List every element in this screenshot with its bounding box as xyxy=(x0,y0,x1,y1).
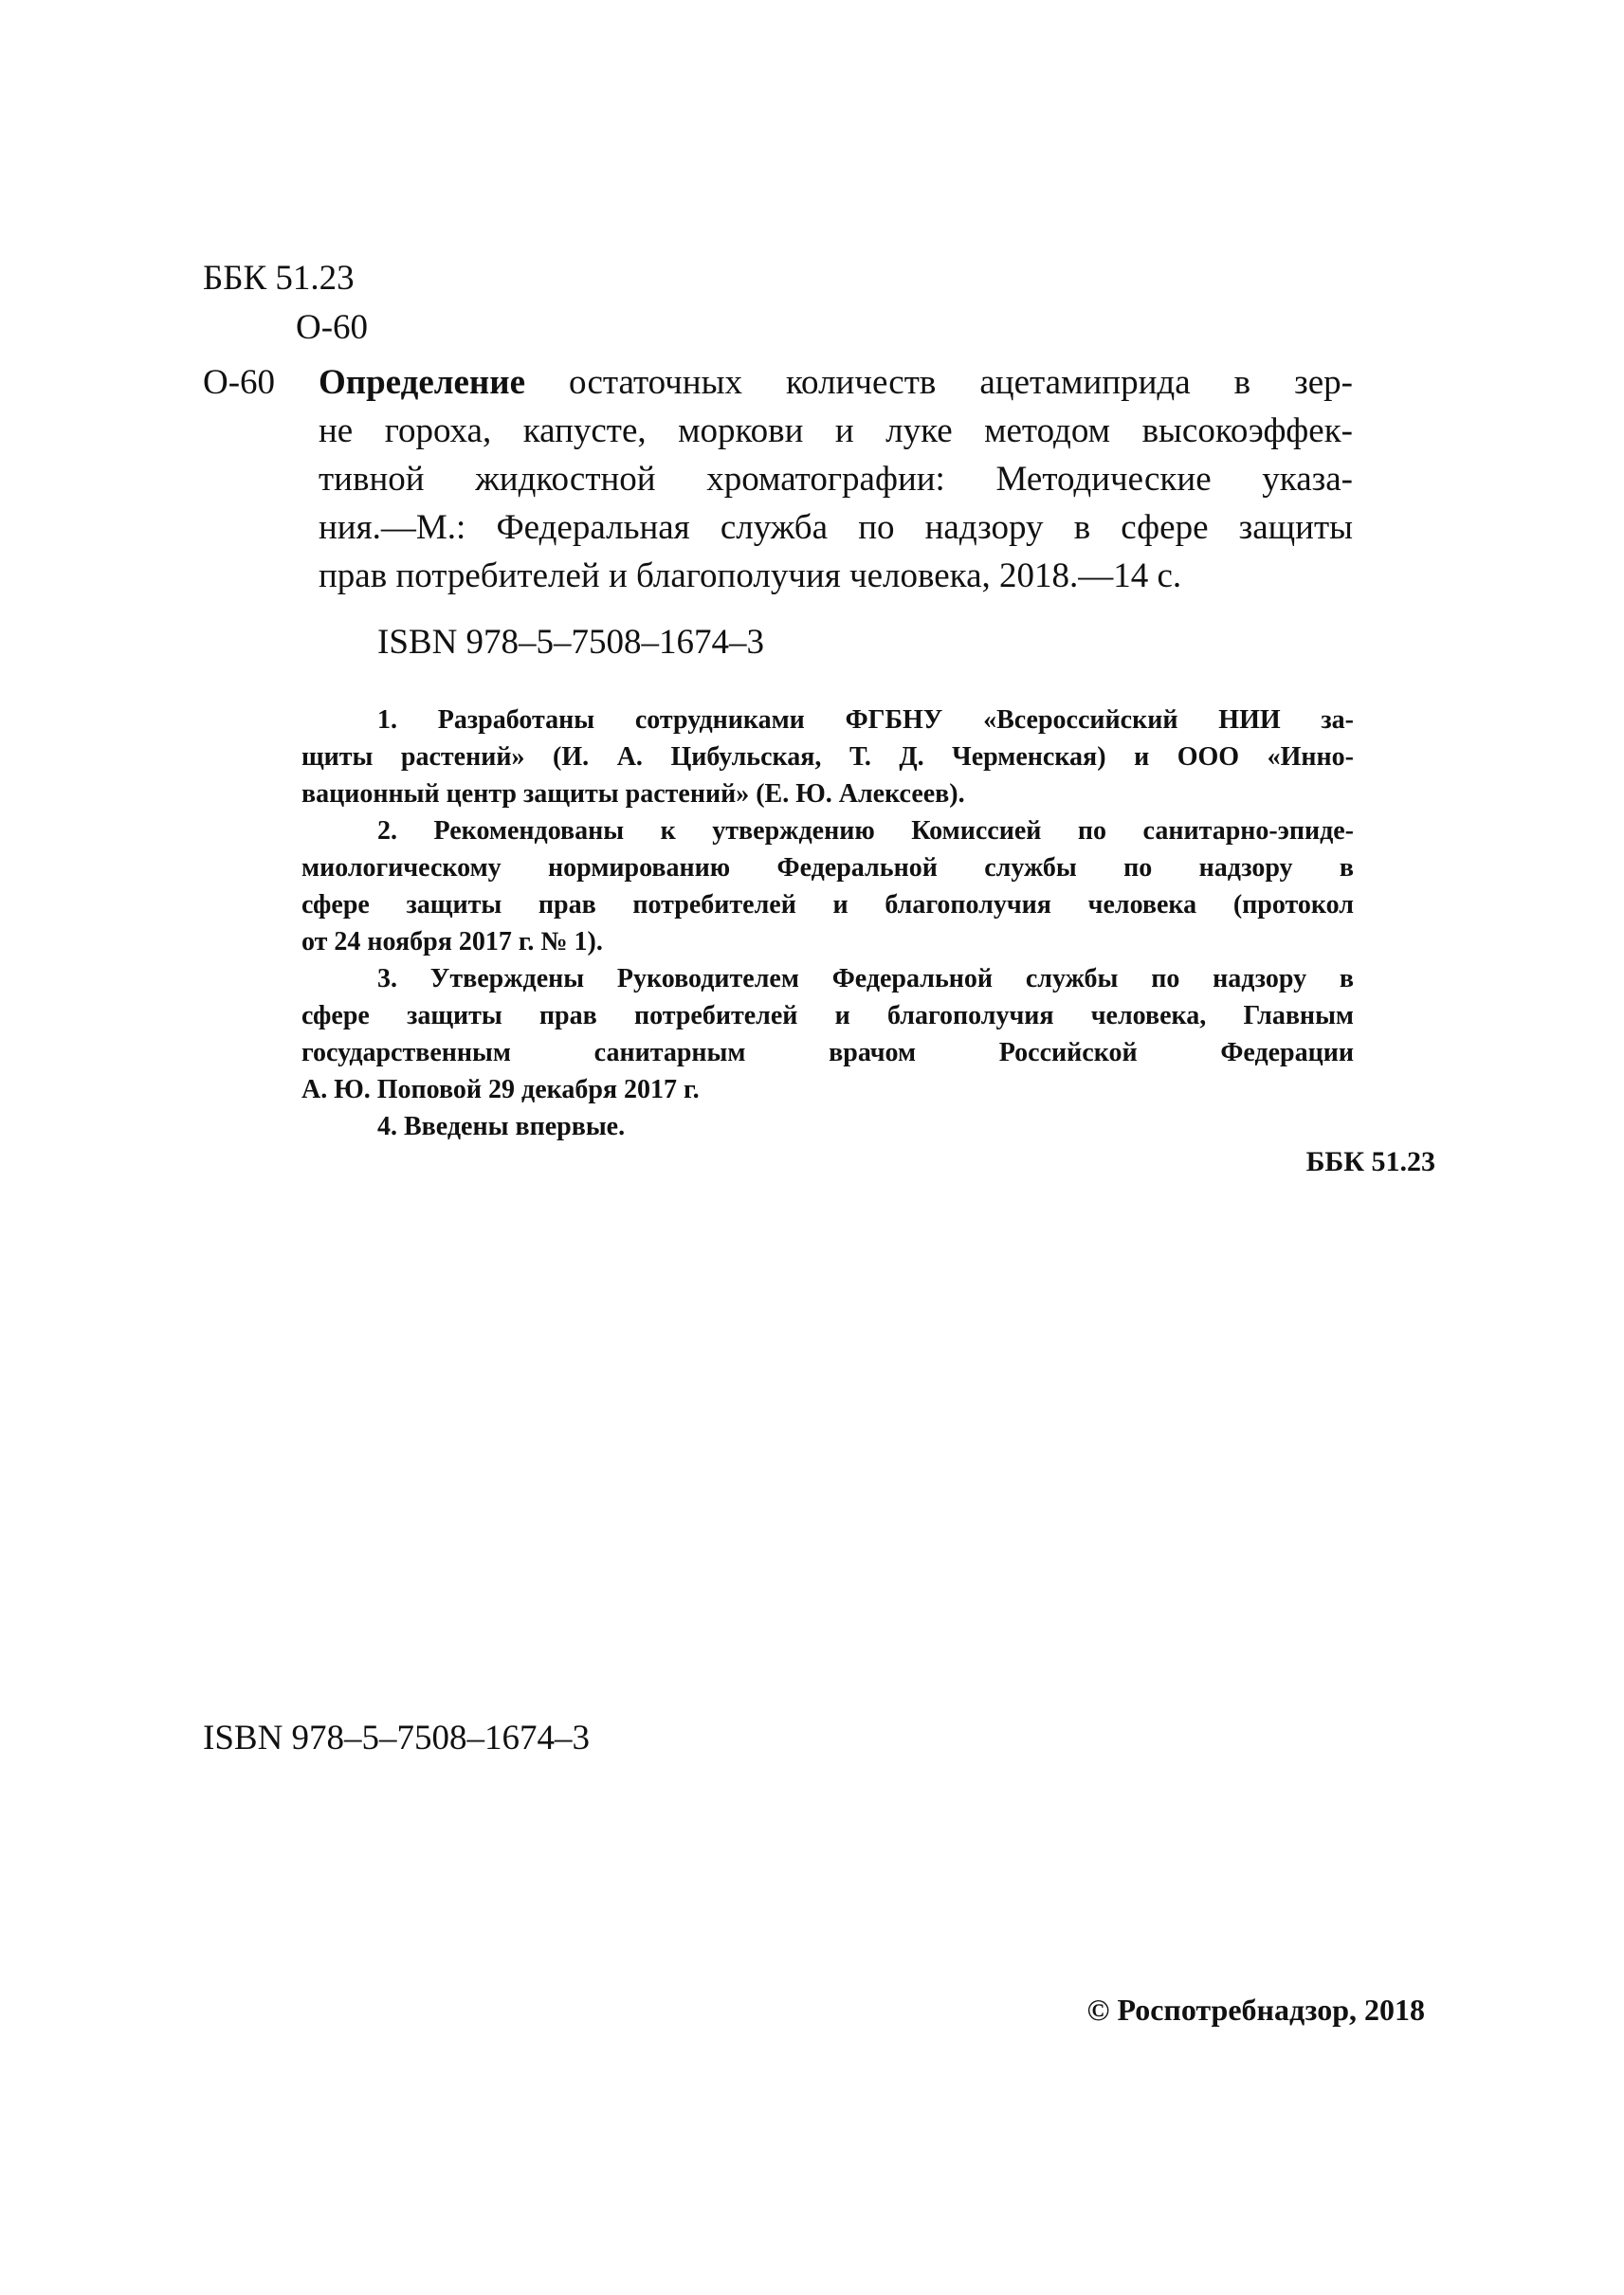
title-line-2: не гороха, капусте, моркови и луке методом высокоэффек- xyxy=(319,411,1353,450)
note-1-line-2: щиты растений» (И. А. Цибульская, Т. Д. Черменская) и ООО «Инно- xyxy=(301,742,1354,772)
isbn: ISBN 978–5–7508–1674–3 xyxy=(377,623,765,662)
publication-notes xyxy=(301,701,1354,1145)
note-2-line-4: от 24 ноября 2017 г. № 1). xyxy=(301,927,603,956)
note-4: 4. Введены впервые. xyxy=(377,1112,626,1141)
note-2-line-3: сфере защиты прав потребителей и благополучия человека (протокол xyxy=(301,890,1354,920)
note-3-line-1: 3. Утверждены Руководителем Федеральной службы по надзору в xyxy=(377,964,1354,993)
copyright: © Роспотребнадзор, 2018 xyxy=(1086,1993,1425,2027)
note-1-line-1: 1. Разработаны сотрудниками ФГБНУ «Всероссийский НИИ за- xyxy=(377,705,1354,735)
title-line-4: ния.—М.: Федеральная служба по надзору в сфере защиты xyxy=(319,508,1353,547)
title-line-1: Определение остаточных количеств ацетамиприда в зер- xyxy=(319,363,1353,402)
bbk-code-right: ББК 51.23 xyxy=(1305,1146,1435,1177)
bibliographic-description xyxy=(319,358,1353,600)
classification-codes xyxy=(203,254,368,353)
isbn-bottom: ISBN 978–5–7508–1674–3 xyxy=(203,1719,591,1758)
note-3-line-2: сфере защиты прав потребителей и благополучия человека, Главным xyxy=(301,1001,1354,1030)
author-mark: О-60 xyxy=(296,308,369,347)
note-3-line-3: государственным санитарным врачом Российской Федерации xyxy=(301,1038,1354,1067)
note-1-line-3: вационный центр защиты растений» (Е. Ю. Алексеев). xyxy=(301,779,965,809)
title-line-3: тивной жидкостной хроматографии: Методические указа- xyxy=(319,460,1353,499)
bbk-code: ББК 51.23 xyxy=(203,259,355,298)
title-bold-word: Определение xyxy=(319,363,525,402)
note-3-line-4: А. Ю. Поповой 29 декабря 2017 г. xyxy=(301,1075,700,1104)
note-2-line-1: 2. Рекомендованы к утверждению Комиссией по санитарно-эпиде- xyxy=(377,816,1354,846)
entry-author-mark: О-60 xyxy=(203,363,276,402)
title-line-5: прав потребителей и благополучия человека, 2018.—14 с. xyxy=(319,556,1182,595)
note-2-line-2: миологическому нормированию Федеральной службы по надзору в xyxy=(301,853,1354,883)
